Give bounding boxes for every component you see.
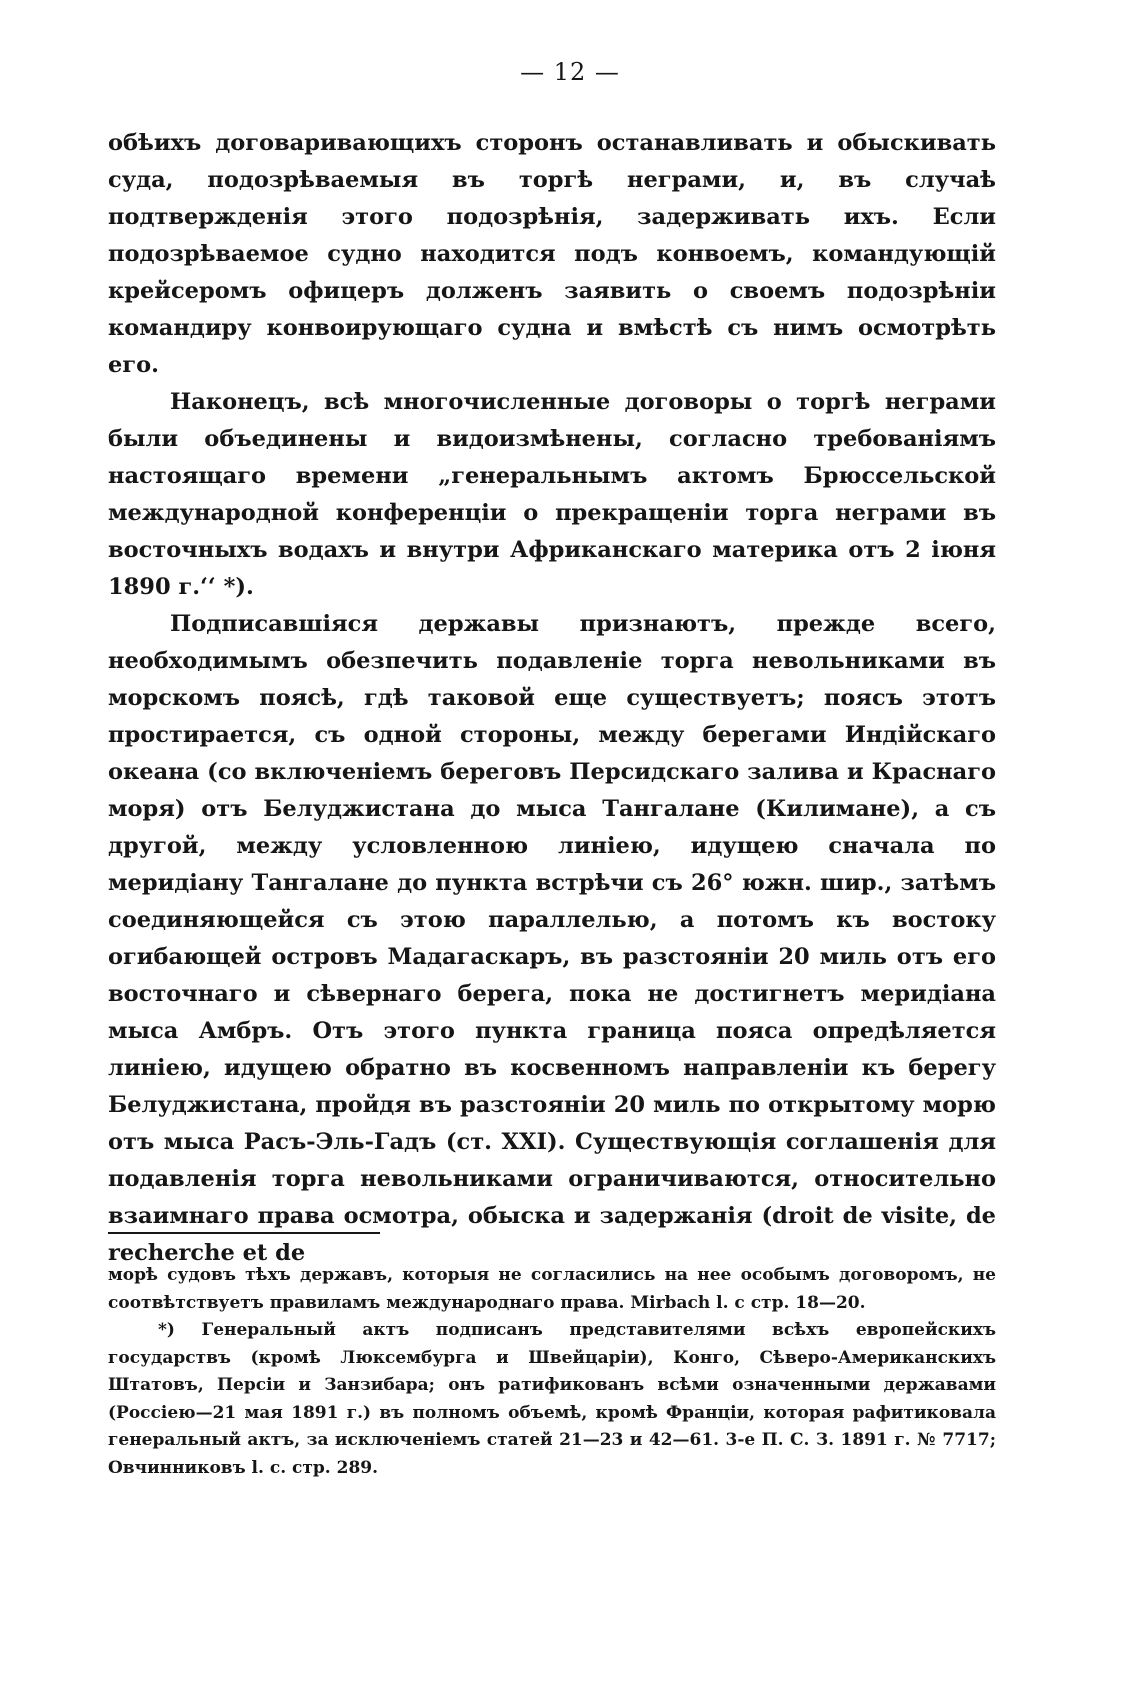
footnote-general-act: *) Генеральный актъ подписанъ представителями всѣхъ европейскихъ государствъ (кромѣ Люксембурга и Швейцаріи), Конго, Сѣверо-Американскихъ Штатовъ, Персіи и Занзибара; онъ ратификованъ всѣми означенными державами (Россіею—21 мая 1891 г.) въ полномъ объемѣ, кромѣ Франціи, которая рафитиковала генеральный актъ, за исключеніемъ статей 21—23 и 42—61. 3-е П. С. З. 1891 г. № 7717; Овчинниковъ l. с. стр. 289. (108, 1320, 996, 1478)
body-text (108, 125, 996, 1272)
page-number: — 12 — (520, 58, 620, 86)
body-paragraph: Наконецъ, всѣ многочисленные договоры о торгѣ неграми были объединены и видоизмѣнены, согласно требованіямъ настоящаго времени „генеральнымъ актомъ Брюссельской международной конференціи о прекращеніи торга неграми въ восточныхъ водахъ и внутри Африканскаго материка отъ 2 іюня 1890 г.‘‘ *). (108, 389, 996, 600)
footnote-divider (108, 1232, 380, 1234)
body-paragraph: обѣихъ договаривающихъ сторонъ останавливать и обыскивать суда, подозрѣваемыя въ торгѣ неграми, и, въ случаѣ подтвержденія этого подозрѣнія, задерживать ихъ. Если подозрѣваемое судно находится подъ конвоемъ, командующій крейсеромъ офицеръ долженъ заявить о своемъ подозрѣніи командиру конвоирующаго судна и вмѣстѣ съ нимъ осмотрѣть его. (108, 130, 996, 378)
footnote-continuation: морѣ судовъ тѣхъ державъ, которыя не согласились на нее особымъ договоромъ, не соотвѣтствуетъ правиламъ международнаго права. Mirbach l. с стр. 18—20. (108, 1265, 996, 1313)
footnotes (108, 1262, 996, 1482)
body-paragraph: Подписавшіяся державы признаютъ, прежде всего, необходимымъ обезпечить подавленіе торга невольниками въ морскомъ поясѣ, гдѣ таковой еще существуетъ; поясъ этотъ простирается, съ одной стороны, между берегами Индійскаго океана (со включеніемъ береговъ Персидскаго залива и Краснаго моря) отъ Белуджистана до мыса Тангалане (Килимане), а съ другой, между условленною линіею, идущею сначала по меридіану Тангалане до пункта встрѣчи съ 26° южн. шир., затѣмъ соединяющейся съ этою параллелью, а потомъ къ востоку огибающей островъ Мадагаскаръ, въ разстояніи 20 миль отъ его восточнаго и сѣвернаго берега, пока не достигнетъ меридіана мыса Амбръ. Отъ этого пункта граница пояса опредѣляется линіею, идущею обратно въ косвенномъ направленіи къ берегу Белуджистана, пройдя въ разстояніи 20 миль по открытому морю отъ мыса Расъ-Эль-Гадъ (ст. XXI). Существующія соглашенія для подавленія торга невольниками ограничиваются, относительно взаимнаго права осмотра, обыска и задержанія (droit de visite, de recherche et de (108, 611, 996, 1266)
